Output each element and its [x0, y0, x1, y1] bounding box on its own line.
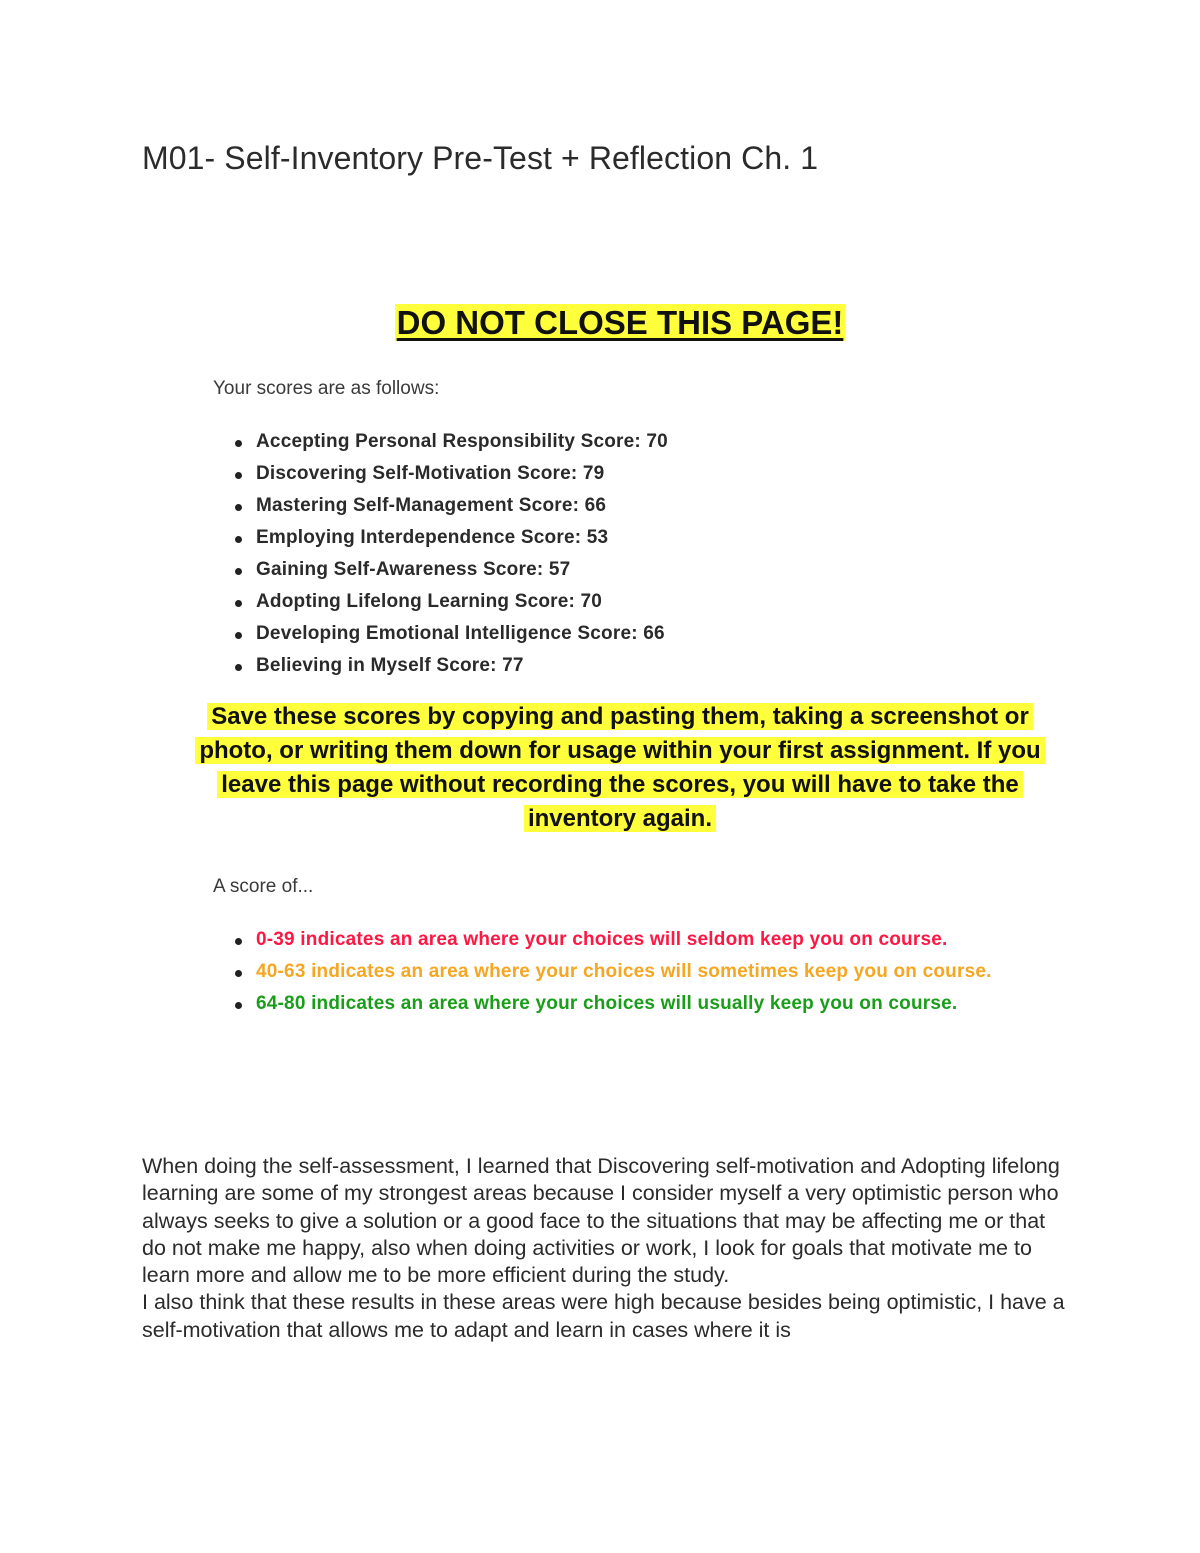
bullet-icon	[235, 568, 242, 575]
bullet-icon	[235, 536, 242, 543]
score-item	[213, 458, 668, 490]
score-text: Adopting Lifelong Learning Score: 70	[256, 591, 603, 612]
bullet-icon	[235, 504, 242, 511]
range-item-sometimes	[213, 956, 1013, 988]
bullet-icon	[235, 970, 242, 977]
embedded-results-screenshot	[180, 298, 1060, 1014]
score-item	[213, 650, 668, 682]
warning-banner	[180, 298, 1060, 348]
reflection-paragraph: When doing the self-assessment, I learned that Discovering self-motivation and Adopting lifelong learning are some of my strongest areas because I consider myself a very optimistic person who always seeks to give a solution or a good face to the situations that may be affecting me or that do not make me happy, also when doing activities or work, I look for goals that motivate me to learn more and allow me to be more efficient during the study.	[142, 1154, 1060, 1288]
save-scores-text: Save these scores by copying and pasting them, taking a screenshot or photo, or writing them down for usage within your first assignment. If you leave this page without recording the scores, you will have to take the inventory again.	[195, 703, 1044, 832]
bullet-icon	[235, 472, 242, 479]
range-text: 0-39 indicates an area where your choices will seldom keep you on course.	[256, 929, 948, 950]
reflection-paragraph: I also think that these results in these areas were high because besides being optimistic, I have a self-motivation that allows me to adapt and learn in cases where it is	[142, 1290, 1065, 1342]
score-text: Gaining Self-Awareness Score: 57	[256, 559, 571, 580]
score-item	[213, 618, 668, 650]
save-scores-notice	[180, 700, 1060, 836]
score-item	[213, 426, 668, 458]
range-intro: A score of...	[213, 876, 314, 897]
score-item	[213, 522, 668, 554]
bullet-icon	[235, 1002, 242, 1009]
range-item-usually	[213, 988, 1013, 1020]
reflection-text	[142, 1153, 1072, 1344]
document-title: M01- Self-Inventory Pre-Test + Reflection Ch. 1	[142, 140, 819, 176]
score-text: Accepting Personal Responsibility Score: 70	[256, 431, 668, 452]
bullet-icon	[235, 938, 242, 945]
range-text: 40-63 indicates an area where your choices will sometimes keep you on course.	[256, 961, 992, 982]
score-item	[213, 554, 668, 586]
bullet-icon	[235, 664, 242, 671]
score-item	[213, 586, 668, 618]
scores-intro: Your scores are as follows:	[213, 378, 440, 399]
score-item	[213, 490, 668, 522]
bullet-icon	[235, 600, 242, 607]
score-list	[213, 426, 668, 682]
range-item-seldom	[213, 924, 1013, 956]
score-text: Believing in Myself Score: 77	[256, 655, 524, 676]
score-text: Employing Interdependence Score: 53	[256, 527, 609, 548]
warning-text: DO NOT CLOSE THIS PAGE!	[396, 304, 844, 341]
range-text: 64-80 indicates an area where your choices will usually keep you on course.	[256, 993, 958, 1014]
bullet-icon	[235, 440, 242, 447]
bullet-icon	[235, 632, 242, 639]
score-text: Discovering Self-Motivation Score: 79	[256, 463, 605, 484]
score-range-list	[213, 924, 1013, 1020]
score-text: Developing Emotional Intelligence Score: 66	[256, 623, 665, 644]
score-text: Mastering Self-Management Score: 66	[256, 495, 607, 516]
